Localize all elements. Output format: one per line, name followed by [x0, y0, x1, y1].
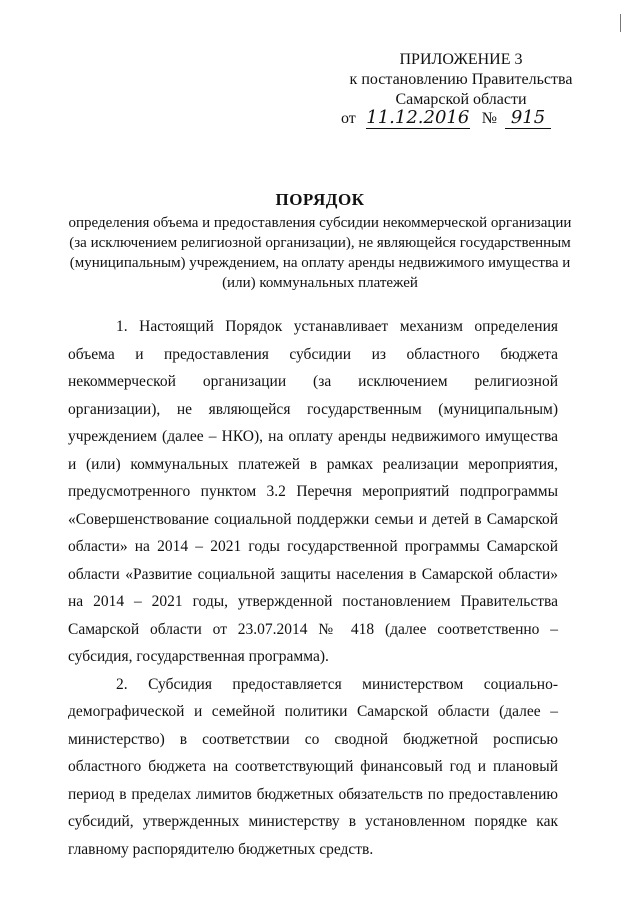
appendix-decree-ref: к постановлению Правительства: [349, 71, 573, 88]
appendix-label: ПРИЛОЖЕНИЕ 3: [399, 51, 523, 68]
paragraph-2: 2. Субсидия предоставляется министерством социально-демографической и семейной политики Самарской области (далее – министерство) в соответствии со сводной бюджетной росписью областного бюджета на соответствующий финансовый год и плановый период в пределах лимитов бюджетных обязательств по предоставлению субсидий, утвержденных министерству в установленном порядке как главному распорядителю бюджетных средств.: [68, 675, 558, 858]
date-prefix: от: [341, 110, 356, 127]
paragraph-1: 1. Настоящий Порядок устанавливает механизм определения объема и предоставления субсидии из областного бюджета некоммерческой организации (за исключением религиозной организации), не являющейся государственным (муниципальным) учреждением (далее – НКО), на оплату аренды недвижимого имущества и (или) коммунальных платежей в рамках реализации мероприятия, предусмотренного пунктом 3.2 Перечня мероприятий подпрограммы «Совершенствование социальной поддержки семьи и детей в Самарской области» на 2014 – 2021 годы государственной программы Самарской области «Развитие социальной защиты населения в Самарской области» на 2014 – 2021 годы, утвержденной постановлением Правительства Самарской области от 23.07.2014 № 418 (далее соответственно – субсидия, государственная программа).: [68, 318, 558, 665]
scan-mark: [620, 14, 621, 32]
document-subtitle: определения объема и предоставления субсидии некоммерческой организации (за исключением религиозной организации), не являющейся государственным (муниципальным) учреждением, на оплату аренды недвижимого имущества и (или) коммунальных платежей: [68, 215, 572, 291]
decree-date-number: [341, 108, 591, 129]
appendix-header: [336, 50, 586, 110]
title-block: [60, 189, 580, 293]
number-label: №: [481, 110, 498, 127]
document-title: ПОРЯДОК: [275, 190, 365, 209]
appendix-region: Самарской области: [395, 91, 527, 108]
handwritten-date: 11.12.2016: [366, 107, 470, 128]
handwritten-number: 915: [505, 108, 551, 129]
document-body: [68, 313, 558, 863]
